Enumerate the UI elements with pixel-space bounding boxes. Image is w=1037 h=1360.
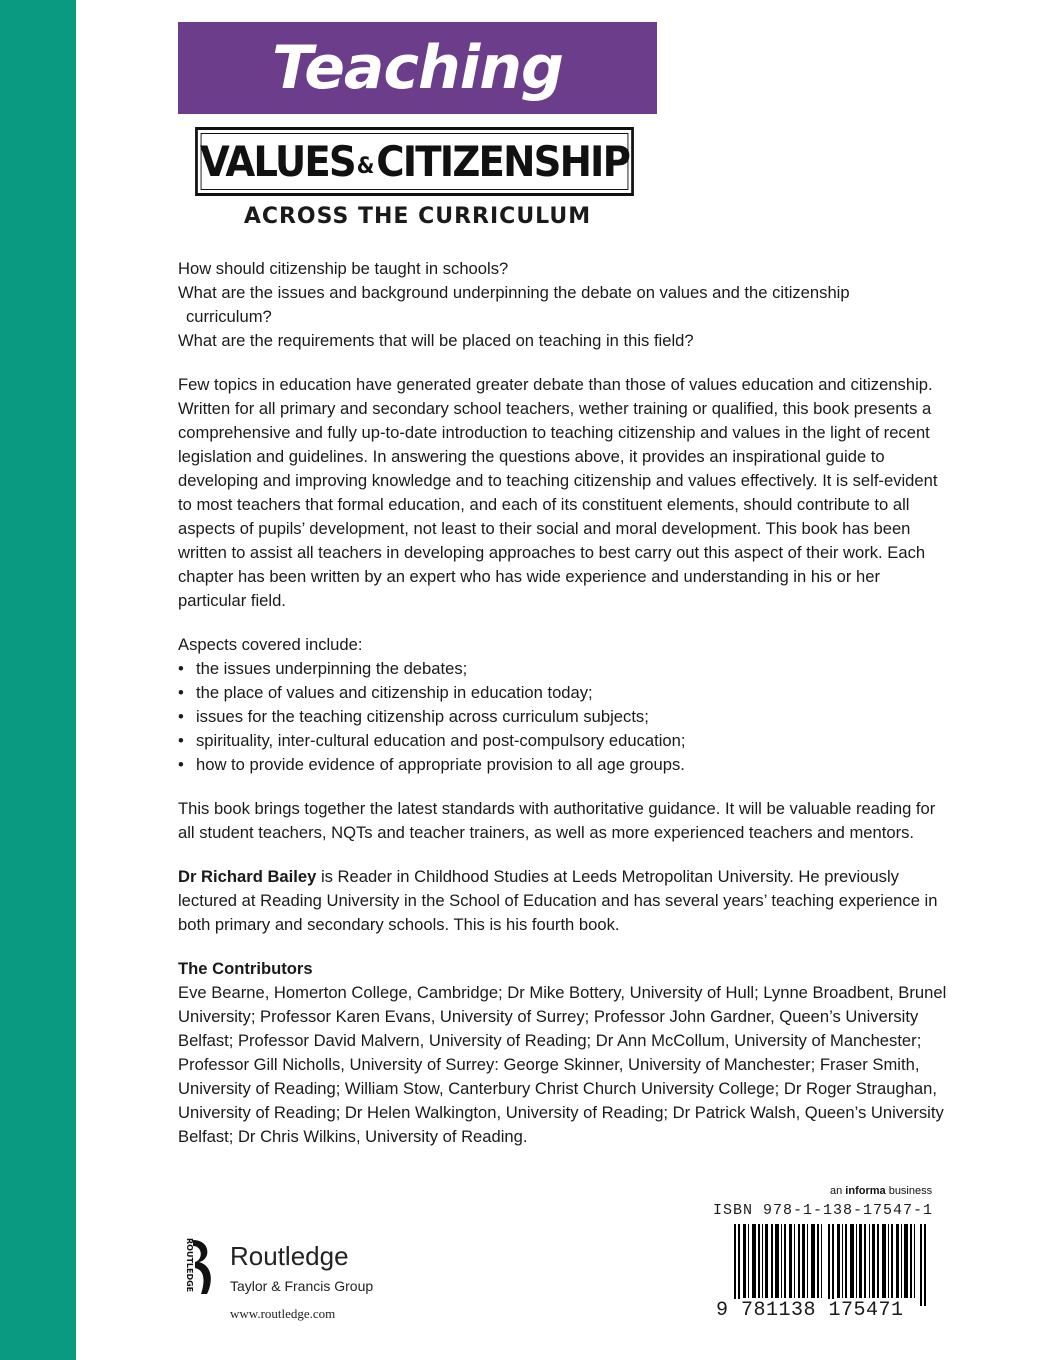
author-bio	[178, 865, 948, 937]
contributors-heading: The Contributors	[178, 959, 313, 978]
contributors-list: Eve Bearne, Homerton College, Cambridge; Dr Mike Bottery, University of Hull; Lynne Broadbent, Brunel University; Professor Karen Evans, University of Surrey; Professor John Gardner, Queen’s University Belfast; Professor David Malvern, University of Reading; Dr Ann McCollum, University of Manchester; Professor Gill Nicholls, University of Surrey: George Skinner, University of Manchester; Fraser Smith, University of Reading; William Stow, Canterbury Christ Church University College; Dr Roger Straughan, University of Reading; Dr Helen Walkington, University of Reading; Dr Patrick Walsh, Queen’s University Belfast; Dr Chris Wilkins, University of Reading.	[178, 983, 947, 1146]
questions-block	[178, 257, 948, 353]
back-cover-copy	[178, 257, 948, 1149]
informa-prefix: an	[830, 1185, 846, 1197]
list-item: • the place of values and citizenship in education today;	[178, 681, 948, 705]
list-item: • how to provide evidence of appropriate provision to all age groups.	[178, 753, 948, 777]
routledge-logo	[177, 1236, 387, 1298]
routledge-mark-icon	[177, 1236, 219, 1298]
informa-tagline	[830, 1185, 932, 1197]
question-2: What are the issues and background underpinning the debate on values and the citizenship	[178, 283, 850, 302]
list-item: • issues for the teaching citizenship across curriculum subjects;	[178, 705, 948, 729]
isbn-label: ISBN 978-1-138-17547-1	[713, 1202, 934, 1219]
informa-brand: informa	[845, 1185, 886, 1197]
publisher-name: Routledge	[230, 1241, 349, 1271]
question-1: How should citizenship be taught in schools?	[178, 259, 509, 278]
barcode	[734, 1224, 928, 1306]
banner-word: Teaching	[272, 33, 563, 103]
routledge-vertical-text: ROUTLEDGE	[185, 1238, 194, 1293]
teal-spine-band	[0, 0, 76, 1360]
title-values: VALUES	[199, 137, 355, 186]
informa-suffix: business	[885, 1185, 933, 1197]
barcode-digits: 9 781138 175471	[716, 1299, 904, 1322]
description-paragraph: Few topics in education have generated greater debate than those of values education and citizenship. Written for all primary and secondary school teachers, wether training or qualified, this book presents a comprehensive and fully up-to-date introduction to teaching citizenship and values in the light of recent legislation and guidelines. In answering the questions above, it provides an inspirational guide to developing and improving knowledge and to teaching citizenship and values effectively. It is self-evident to most teachers that formal education, and each of its constituent elements, should contribute to all aspects of pupils’ development, not least to their social and moral development. This book has been written to assist all teachers in developing approaches to best carry out this aspect of their work. Each chapter has been written by an expert who has wide experience and understanding in his or her particular field.	[178, 375, 938, 610]
title-citizenship: CITIZENSHIP	[376, 137, 630, 186]
publisher-url: www.routledge.com	[230, 1306, 336, 1321]
publisher-group: Taylor & Francis Group	[230, 1278, 374, 1294]
author-bio-text: is Reader in Childhood Studies at Leeds Metropolitan University. He previously lectured at Reading University in the School of Education and has several years’ teaching experience in both primary and secondary schools. This is his fourth book.	[178, 867, 938, 934]
aspects-intro: Aspects covered include:	[178, 635, 363, 654]
list-item: • spirituality, inter-cultural education and post-compulsory education;	[178, 729, 948, 753]
question-2-cont: curriculum?	[186, 307, 272, 326]
title-box	[195, 127, 634, 196]
list-item: • the issues underpinning the debates;	[178, 657, 948, 681]
author-name: Dr Richard Bailey	[178, 867, 317, 886]
subtitle: ACROSS THE CURRICULUM	[243, 204, 592, 229]
teaching-banner	[178, 22, 657, 114]
title-ampersand: &	[356, 154, 375, 179]
aspects-list	[178, 657, 948, 777]
question-3: What are the requirements that will be placed on teaching in this field?	[178, 331, 694, 350]
summary-paragraph: This book brings together the latest standards with authoritative guidance. It will be valuable reading for all student teachers, NQTs and teacher trainers, as well as more experienced teachers and mentors.	[178, 799, 936, 842]
